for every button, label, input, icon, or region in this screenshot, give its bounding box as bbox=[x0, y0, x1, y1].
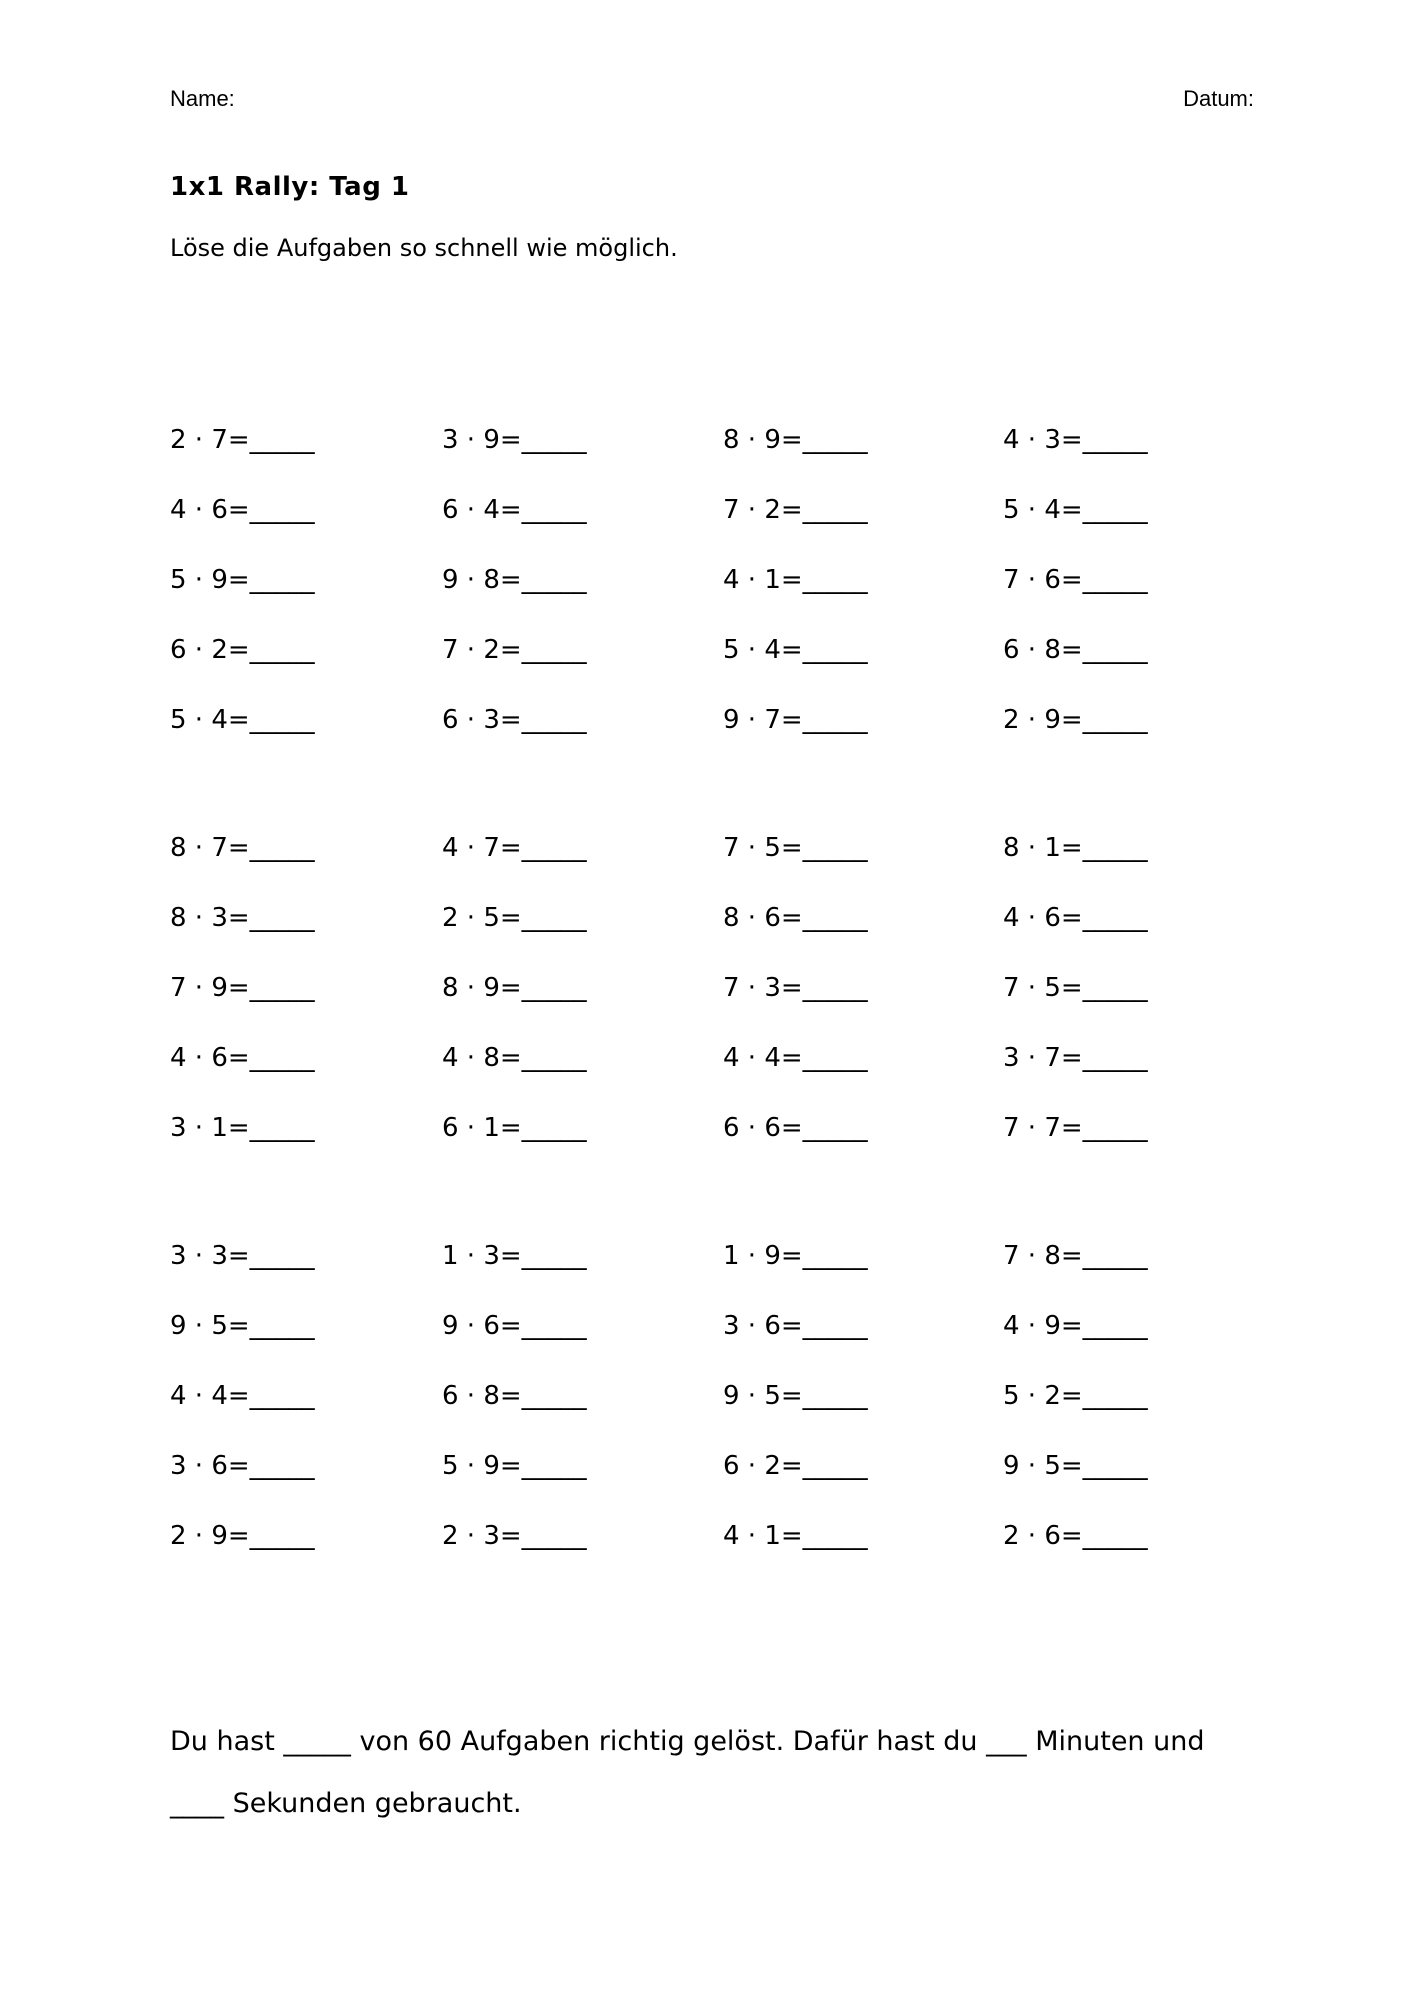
exercise-item: 6 · 2=_____ bbox=[723, 1451, 868, 1481]
exercise-item: 8 · 6=_____ bbox=[723, 903, 868, 933]
exercise-item: 6 · 2=_____ bbox=[170, 635, 315, 665]
exercise-block-3 bbox=[170, 1241, 1270, 1641]
exercise-item: 6 · 3=_____ bbox=[442, 705, 587, 735]
exercise-item: 9 · 5=_____ bbox=[723, 1381, 868, 1411]
exercise-item: 1 · 9=_____ bbox=[723, 1241, 868, 1271]
exercise-item: 9 · 5=_____ bbox=[1003, 1451, 1148, 1481]
exercise-item: 2 · 7=_____ bbox=[170, 425, 315, 455]
exercise-item: 2 · 6=_____ bbox=[1003, 1521, 1148, 1551]
exercise-item: 5 · 9=_____ bbox=[170, 565, 315, 595]
result-sentence-line-2: ____ Sekunden gebraucht. bbox=[170, 1788, 522, 1819]
exercise-item: 7 · 2=_____ bbox=[442, 635, 587, 665]
exercise-item: 5 · 9=_____ bbox=[442, 1451, 587, 1481]
exercise-item: 9 · 8=_____ bbox=[442, 565, 587, 595]
exercise-item: 7 · 3=_____ bbox=[723, 973, 868, 1003]
exercise-item: 8 · 3=_____ bbox=[170, 903, 315, 933]
exercise-block-2 bbox=[170, 833, 1270, 1233]
exercise-item: 4 · 1=_____ bbox=[723, 565, 868, 595]
exercise-item: 7 · 7=_____ bbox=[1003, 1113, 1148, 1143]
exercise-block-1 bbox=[170, 425, 1270, 825]
exercise-column-3 bbox=[723, 425, 983, 775]
exercise-item: 7 · 6=_____ bbox=[1003, 565, 1148, 595]
exercise-item: 9 · 6=_____ bbox=[442, 1311, 587, 1341]
exercise-column-2 bbox=[442, 425, 702, 775]
exercise-item: 3 · 1=_____ bbox=[170, 1113, 315, 1143]
result-sentence-line-1: Du hast _____ von 60 Aufgaben richtig gelöst. Dafür hast du ___ Minuten und bbox=[170, 1726, 1205, 1757]
exercise-item: 8 · 1=_____ bbox=[1003, 833, 1148, 863]
exercise-column-4 bbox=[1003, 833, 1263, 1183]
exercise-item: 8 · 7=_____ bbox=[170, 833, 315, 863]
page-title: 1x1 Rally: Tag 1 bbox=[170, 172, 410, 202]
exercise-item: 3 · 3=_____ bbox=[170, 1241, 315, 1271]
exercise-item: 2 · 9=_____ bbox=[170, 1521, 315, 1551]
exercise-item: 4 · 3=_____ bbox=[1003, 425, 1148, 455]
exercise-item: 3 · 9=_____ bbox=[442, 425, 587, 455]
name-label: Name: bbox=[170, 86, 235, 111]
exercise-item: 7 · 2=_____ bbox=[723, 495, 868, 525]
exercise-item: 6 · 1=_____ bbox=[442, 1113, 587, 1143]
exercise-column-1 bbox=[170, 833, 430, 1183]
exercise-item: 7 · 5=_____ bbox=[1003, 973, 1148, 1003]
exercise-item: 2 · 3=_____ bbox=[442, 1521, 587, 1551]
exercise-item: 3 · 7=_____ bbox=[1003, 1043, 1148, 1073]
exercise-item: 4 · 4=_____ bbox=[170, 1381, 315, 1411]
exercise-item: 8 · 9=_____ bbox=[442, 973, 587, 1003]
exercise-column-2 bbox=[442, 1241, 702, 1591]
exercise-item: 6 · 4=_____ bbox=[442, 495, 587, 525]
exercise-item: 5 · 4=_____ bbox=[723, 635, 868, 665]
exercise-column-2 bbox=[442, 833, 702, 1183]
exercise-item: 7 · 9=_____ bbox=[170, 973, 315, 1003]
exercise-item: 4 · 6=_____ bbox=[170, 1043, 315, 1073]
exercise-item: 1 · 3=_____ bbox=[442, 1241, 587, 1271]
exercise-column-4 bbox=[1003, 1241, 1263, 1591]
exercise-item: 9 · 5=_____ bbox=[170, 1311, 315, 1341]
exercise-item: 4 · 4=_____ bbox=[723, 1043, 868, 1073]
exercise-item: 4 · 6=_____ bbox=[1003, 903, 1148, 933]
exercise-column-3 bbox=[723, 1241, 983, 1591]
instruction-text: Löse die Aufgaben so schnell wie möglich. bbox=[170, 234, 678, 262]
exercise-item: 3 · 6=_____ bbox=[170, 1451, 315, 1481]
exercise-item: 3 · 6=_____ bbox=[723, 1311, 868, 1341]
exercise-item: 4 · 8=_____ bbox=[442, 1043, 587, 1073]
exercise-item: 4 · 9=_____ bbox=[1003, 1311, 1148, 1341]
exercise-item: 2 · 5=_____ bbox=[442, 903, 587, 933]
exercise-column-3 bbox=[723, 833, 983, 1183]
exercise-item: 6 · 6=_____ bbox=[723, 1113, 868, 1143]
date-label: Datum: bbox=[1183, 86, 1254, 111]
exercise-item: 9 · 7=_____ bbox=[723, 705, 868, 735]
exercise-item: 2 · 9=_____ bbox=[1003, 705, 1148, 735]
exercise-column-1 bbox=[170, 1241, 430, 1591]
exercise-item: 5 · 4=_____ bbox=[170, 705, 315, 735]
exercise-column-1 bbox=[170, 425, 430, 775]
exercise-item: 5 · 4=_____ bbox=[1003, 495, 1148, 525]
exercise-item: 6 · 8=_____ bbox=[1003, 635, 1148, 665]
exercise-item: 5 · 2=_____ bbox=[1003, 1381, 1148, 1411]
exercise-item: 7 · 8=_____ bbox=[1003, 1241, 1148, 1271]
exercise-item: 4 · 7=_____ bbox=[442, 833, 587, 863]
exercise-item: 4 · 1=_____ bbox=[723, 1521, 868, 1551]
exercise-item: 6 · 8=_____ bbox=[442, 1381, 587, 1411]
exercise-item: 4 · 6=_____ bbox=[170, 495, 315, 525]
exercise-column-4 bbox=[1003, 425, 1263, 775]
exercise-item: 8 · 9=_____ bbox=[723, 425, 868, 455]
exercise-item: 7 · 5=_____ bbox=[723, 833, 868, 863]
